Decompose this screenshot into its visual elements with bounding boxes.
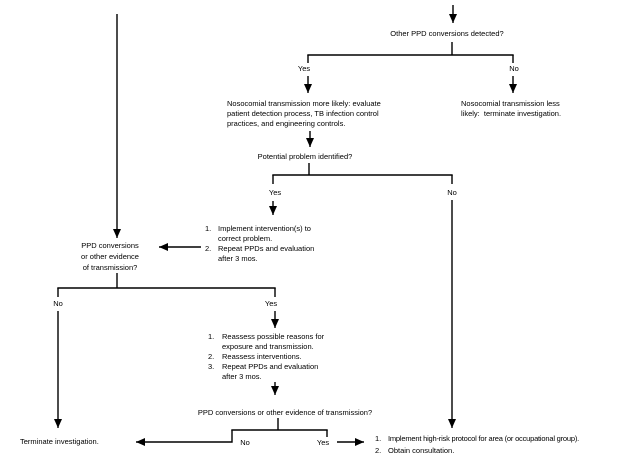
branch1-no-label: No — [509, 64, 519, 73]
list-intervention-item2-number: 2. — [205, 244, 212, 253]
list-intervention-item2-line1: Repeat PPDs and evaluation — [218, 244, 315, 253]
box-more-likely-line3: practices, and engineering controls. — [227, 119, 346, 128]
list-high-risk-item1-line1: Implement high-risk protocol for area (or occupational group). — [388, 434, 580, 443]
list-reassess-item2-number: 2. — [208, 352, 215, 361]
list-reassess-item1-number: 1. — [208, 332, 215, 341]
box-less-likely-line1: Nosocomial transmission less — [461, 99, 560, 108]
list-intervention-item1-number: 1. — [205, 224, 212, 233]
terminate-investigation-text: Terminate investigation. — [20, 437, 99, 446]
box-more-likely-line2: patient detection process, TB infection control — [227, 109, 379, 118]
branch3-no-label: No — [53, 299, 63, 308]
list-high-risk-item2-line1: Obtain consultation. — [388, 446, 455, 455]
list-intervention-item1-line1: Implement intervention(s) to — [218, 224, 311, 233]
branch4-no-label: No — [240, 438, 250, 447]
list-high-risk-item1-number: 1. — [375, 434, 382, 443]
branch3-yes-label: Yes — [264, 299, 278, 308]
box-less-likely-line2: likely: terminate investigation. — [461, 109, 562, 118]
branch2-yes-label: Yes — [268, 188, 282, 197]
list-reassess-item1-line2: exposure and transmission. — [222, 342, 314, 351]
question-ppd-conversions-left-line2: or other evidence — [81, 252, 139, 261]
list-high-risk-item2-number: 2. — [375, 446, 382, 455]
branch2-no-label: No — [447, 188, 457, 197]
question-potential-problem: Potential problem identified? — [257, 152, 353, 161]
box-more-likely-line1: Nosocomial transmission more likely: evaluate — [227, 99, 381, 108]
list-reassess-item2-line1: Reassess interventions. — [222, 352, 302, 361]
list-reassess-item1-line1: Reassess possible reasons for — [222, 332, 325, 341]
question-other-ppd-conversions: Other PPD conversions detected? — [390, 29, 504, 38]
question-ppd-conversions-bottom: PPD conversions or other evidence of transmission? — [197, 408, 373, 417]
list-reassess-item3-line1: Repeat PPDs and evaluation — [222, 362, 319, 371]
branch4-yes-label: Yes — [316, 438, 330, 447]
list-intervention-item2-line2: after 3 mos. — [218, 254, 258, 263]
connector-no4-to-terminate-arrow — [136, 430, 232, 442]
question-ppd-conversions-left-line1: PPD conversions — [81, 241, 139, 250]
branch1-yes-label: Yes — [297, 64, 311, 73]
list-reassess-item3-number: 3. — [208, 362, 215, 371]
list-reassess-item3-line2: after 3 mos. — [222, 372, 262, 381]
list-intervention-item1-line2: correct problem. — [218, 234, 273, 243]
question-ppd-conversions-left-line3: of transmission? — [82, 263, 138, 272]
